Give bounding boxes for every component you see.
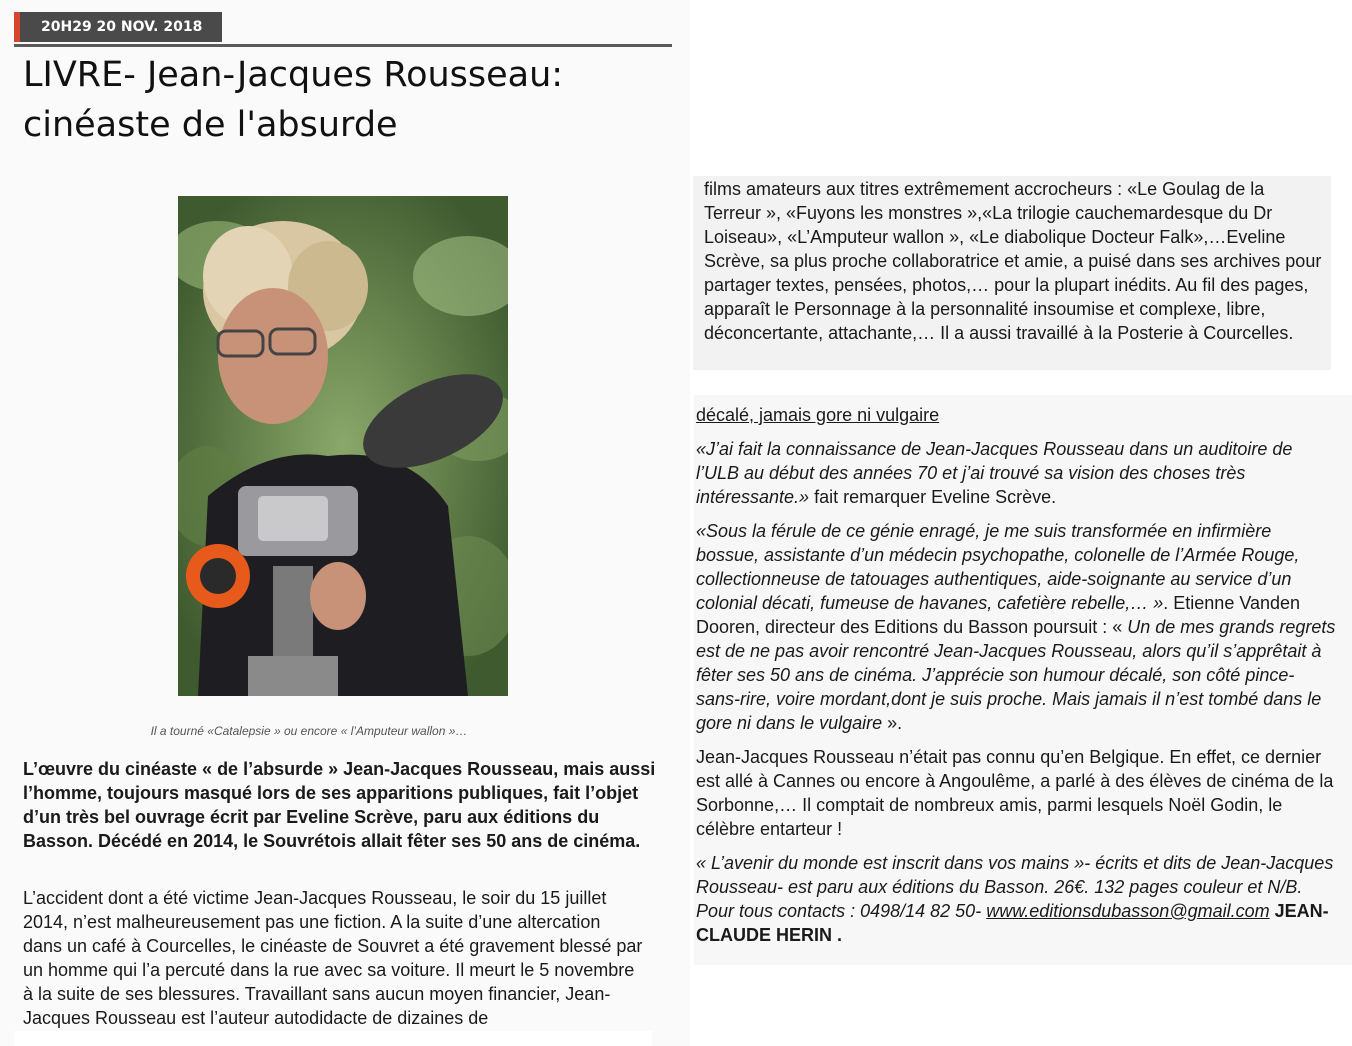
quote-paragraph-2 [696, 519, 1336, 735]
article-photo [178, 196, 508, 696]
quote-2-mid: . Etienne Vanden Dooren, directeur des Editions du Basson poursuit : « [696, 593, 1301, 637]
body-paragraph-3: Jean-Jacques Rousseau n’était pas connu qu’en Belgique. En effet, ce dernier est allé à Cannes ou encore à Angoulême, a parlé à des élèves de cinéma de la Sorbonne,… Il comptait de nombreux amis, parmi lesquels Noël Godin, le célèbre entarteur ! [696, 747, 1334, 839]
title-line-2: cinéaste de l'absurde [23, 105, 398, 145]
photo-caption: Il a tourné «Catalepsie » ou encore « l’Amputeur wallon »… [150, 724, 468, 738]
quote-1-italic: «J’ai fait la connaissance de Jean-Jacques Rousseau dans un auditoire de l’ULB au début des années 70 et j’ai trouvé sa vision des choses très intéressante.» [696, 439, 1293, 507]
book-info-italic: « L’avenir du monde est inscrit dans vos mains »- écrits et dits de Jean-Jacques Rousseau- est paru aux éditions du Basson. 26€. 132 pages couleur et N/B. Pour tous contacts : 0498/14 82 50- [696, 853, 1334, 921]
quote-2-italic: «Sous la férule de ce génie enragé, je me suis transformée en infirmière bossue, assistante d’un médecin psychopathe, colonelle de l’Armée Rouge, collectionneuse de tatouages authentiques, aide-soignante au service d’un colonial décati, fumeuse de havanes, cafetière rebelle,… » [696, 521, 1300, 613]
title-line-1: LIVRE- Jean-Jacques Rousseau: [23, 55, 564, 95]
photo-illustration [178, 196, 508, 696]
date-bar [14, 12, 672, 47]
quote-1-attribution: fait remarquer Eveline Scrève. [809, 487, 1057, 507]
quote-2-end: ». [882, 713, 903, 733]
book-info-paragraph [696, 851, 1336, 947]
author-signature: JEAN-CLAUDE HERIN . [696, 901, 1329, 945]
date-badge: 20H29 20 NOV. 2018 [14, 12, 222, 42]
subheading: décalé, jamais gore ni vulgaire [696, 405, 940, 425]
quote-2-italic-second: Un de mes grands regrets est de ne pas avoir rencontré Jean-Jacques Rousseau, alors qu’il s’apprêtait à fêter ses 50 ans de cinéma. J’apprécie son humour décalé, son côté pince-sans-rire, voire mordant,dont je suis proche. Mais jamais il n’est tombé dans le gore ni dans le vulgaire [696, 617, 1336, 733]
email-link[interactable]: www.editionsdubasson@gmail.com [986, 901, 1270, 921]
article-title [23, 50, 663, 150]
bottom-strip [14, 1031, 652, 1046]
body-paragraph-1: L’accident dont a été victime Jean-Jacques Rousseau, le soir du 15 juillet 2014, n’est malheureusement pas une fiction. A la suite d’une altercation dans un café à Courcelles, le cinéaste de Souvret a été gravement blessé par un homme qui l’a percuté dans la rue avec sa voiture. Il meurt le 5 novembre à la suite de ses blessures. Travaillant sans aucun moyen financier, Jean-Jacques Rousseau est l’auteur autodidacte de dizaines de [23, 888, 643, 1028]
quote-paragraph-1 [696, 437, 1336, 509]
article-lead: L’œuvre du cinéaste « de l’absurde » Jean-Jacques Rousseau, mais aussi l’homme, toujours masqué lors de ses apparitions publiques, fait l’objet d’un très bel ouvrage écrit par Eveline Scrève, paru aux éditions du Basson. Décédé en 2014, le Souvrétois allait fêter ses 50 ans de cinéma. [23, 759, 656, 851]
body-paragraph-continuation: films amateurs aux titres extrêmement accrocheurs : «Le Goulag de la Terreur », «Fuyons les monstres »,«La trilogie cauchemardesque du Dr Loiseau», «L’Amputeur wallon », «Le diabolique Docteur Falk»,…Eveline Scrève, sa plus proche collaboratrice et amie, a puisé dans ses archives pour partager textes, pensées, photos,… pour la plupart inédits. Au fil des pages, apparaît le Personnage à la personnalité insoumise et complexe, libre, déconcertante, attachante,… Il a aussi travaillé à la Posterie à Courcelles. [704, 179, 1322, 343]
